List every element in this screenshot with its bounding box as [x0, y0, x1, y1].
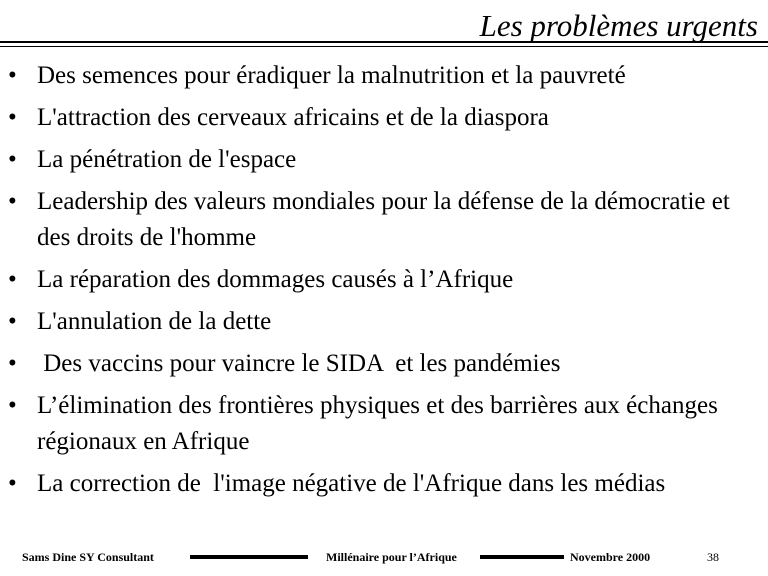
footer-event: Millénaire pour l’Afrique [326, 550, 457, 564]
bullet-text: L'annulation de la dette [37, 308, 272, 335]
bullet-dot: • [8, 392, 17, 419]
bullet-list [0, 58, 768, 508]
bullet-item [0, 100, 768, 136]
bullet-item [0, 142, 768, 178]
bullet-item [0, 184, 768, 256]
bullet-text: La réparation des dommages causés à l’Afrique [37, 266, 514, 293]
bullet-dot: • [8, 470, 17, 497]
bullet-text: L'attraction des cerveaux africains et de la diaspora [37, 104, 549, 131]
title-rule [0, 41, 768, 43]
footer-author: Sams Dine SY Consultant [22, 550, 154, 564]
bullet-dot: • [8, 350, 17, 377]
bullet-dot: • [8, 308, 17, 335]
bullet-item [0, 466, 768, 502]
bullet-dot: • [8, 62, 17, 89]
footer-date: Novembre 2000 [570, 550, 651, 564]
footer-rule-left [190, 555, 308, 559]
slide-title: Les problèmes urgents [479, 8, 758, 43]
bullet-dot: • [8, 266, 17, 293]
bullet-text: La pénétration de l'espace [37, 146, 297, 173]
bullet-text: L’élimination des frontières physiques et des barrières aux échanges régionaux en Afrique [37, 392, 725, 455]
bullet-text: Leadership des valeurs mondiales pour la défense de la démocratie et des droits de l'homme [37, 188, 737, 251]
bullet-dot: • [8, 104, 17, 131]
page-number: 38 [707, 550, 719, 564]
bullet-text: Des vaccins pour vaincre le SIDA et les pandémies [37, 350, 561, 377]
title-rule-thin [0, 46, 768, 47]
bullet-text: Des semences pour éradiquer la malnutrition et la pauvreté [37, 62, 626, 89]
bullet-item [0, 388, 768, 460]
bullet-item [0, 262, 768, 298]
bullet-item [0, 58, 768, 94]
footer-rule-right [480, 555, 564, 559]
bullet-dot: • [8, 146, 17, 173]
bullet-item [0, 304, 768, 340]
bullet-text: La correction de l'image négative de l'Afrique dans les médias [37, 470, 666, 497]
footer [0, 547, 768, 567]
bullet-item [0, 346, 768, 382]
bullet-dot: • [8, 188, 17, 215]
